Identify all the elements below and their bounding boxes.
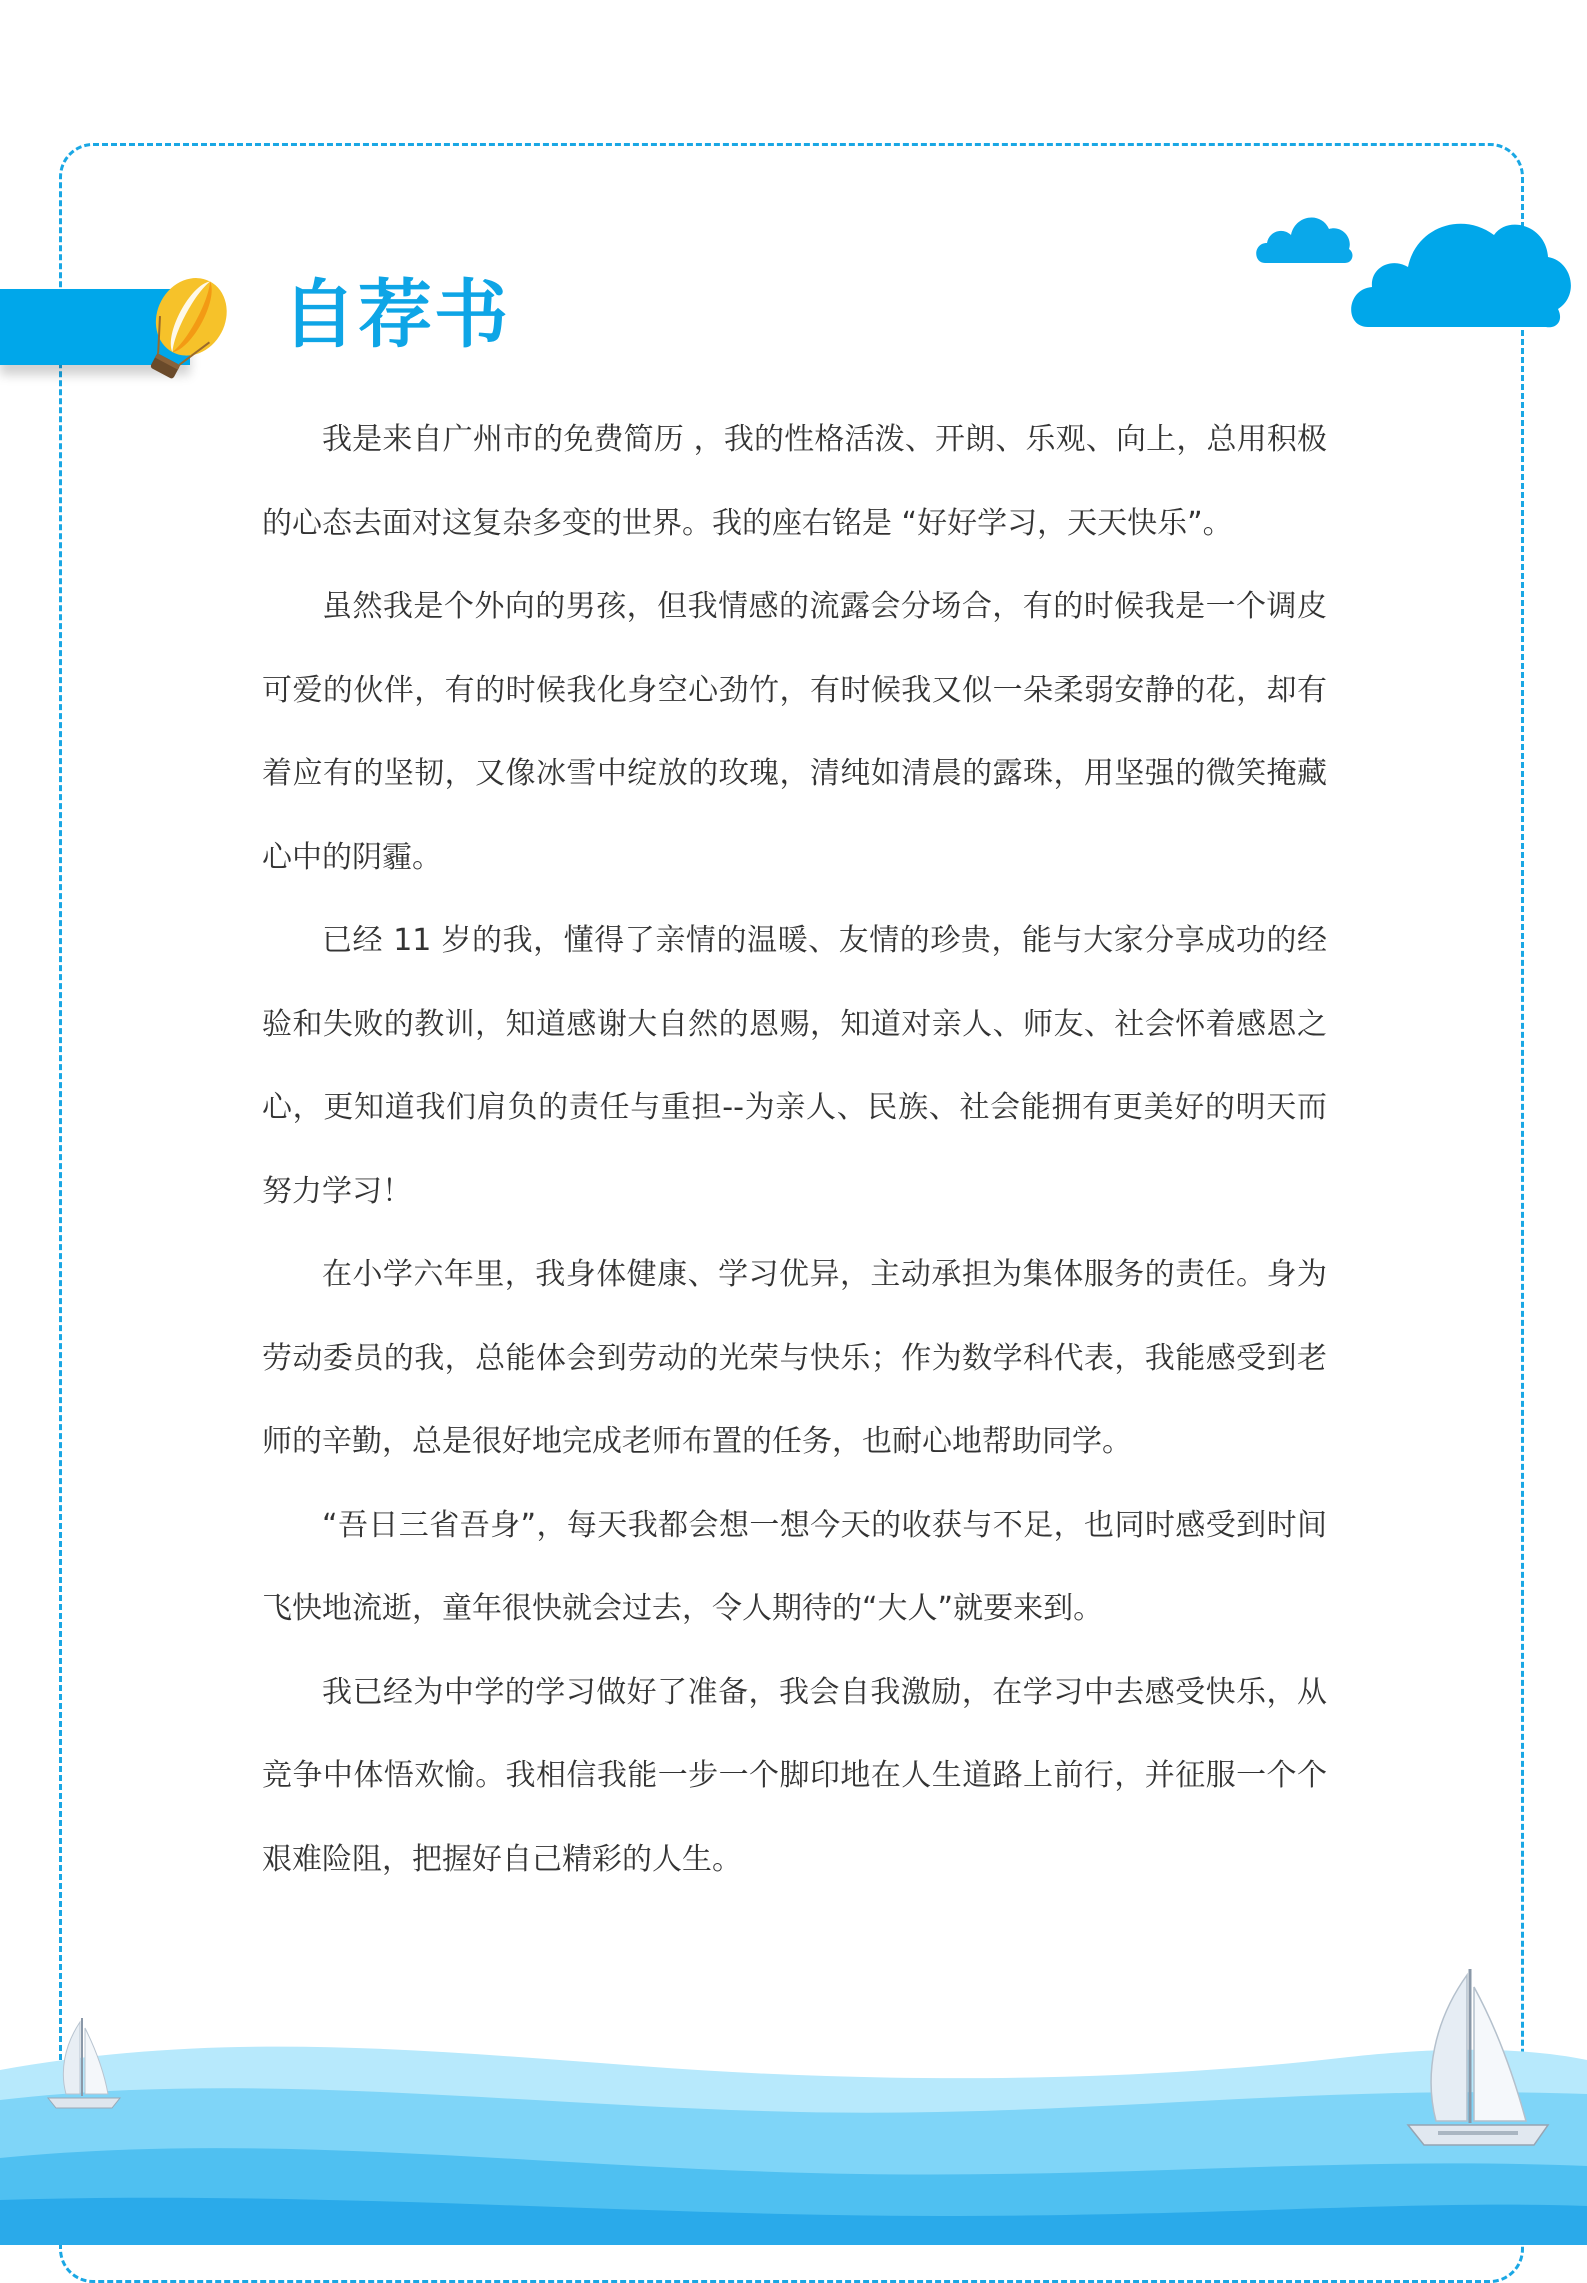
paragraph: 已经 11 岁的我，懂得了亲情的温暖、友情的珍贵，能与大家分享成功的经验和失败的教训，知道感谢大自然的恩赐，知道对亲人、师友、社会怀着感恩之心，更知道我们肩负的责任与重担--为亲人、民族、社会能拥有更美好的明天而努力学习！: [262, 923, 1327, 1209]
paragraph: 虽然我是个外向的男孩，但我情感的流露会分场合，有的时候我是一个调皮可爱的伙伴，有的时候我化身空心劲竹，有时候我又似一朵柔弱安静的花，却有着应有的坚韧，又像冰雪中绽放的玫瑰，清纯如清晨的露珠，用坚强的微笑掩藏心中的阴霾。: [262, 589, 1327, 875]
sea-waves: [0, 2040, 1587, 2245]
paragraph: 我已经为中学的学习做好了准备，我会自我激励，在学习中去感受快乐，从竞争中体悟欢愉。我相信我能一步一个脚印地在人生道路上前行，并征服一个个艰难险阻，把握好自己精彩的人生。: [262, 1674, 1327, 1877]
sailboat-icon: [1398, 1965, 1558, 2155]
paragraph: 在小学六年里，我身体健康、学习优异，主动承担为集体服务的责任。身为劳动委员的我，总能体会到劳动的光荣与快乐；作为数学科代表，我能感受到老师的辛勤，总是很好地完成老师布置的任务，也耐心地帮助同学。: [262, 1257, 1327, 1459]
cloud-icon: [1255, 205, 1355, 265]
letter-body: [262, 398, 1327, 1901]
paragraph: 我是来自广州市的免费简历 ，我的性格活泼、开朗、乐观、向上，总用积极的心态去面对这复杂多变的世界。我的座右铭是 “好好学习，天天快乐”。: [262, 422, 1327, 541]
paragraph: “吾日三省吾身”，每天我都会想一想今天的收获与不足，也同时感受到时间飞快地流逝，童年很快就会过去，令人期待的“大人”就要来到。: [262, 1507, 1327, 1626]
sailboat-icon: [38, 2014, 128, 2114]
hot-air-balloon-icon: [128, 268, 248, 398]
cloud-icon: [1350, 205, 1575, 330]
page-title: 自荐书: [282, 272, 510, 358]
